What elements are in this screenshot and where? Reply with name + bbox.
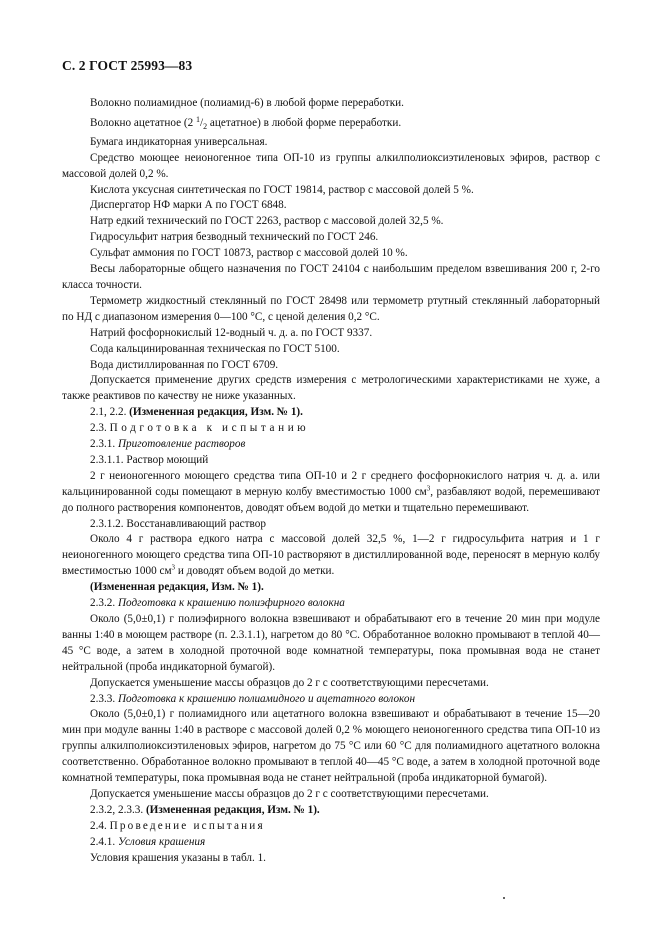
fraction-slash: /	[200, 116, 204, 129]
amendment-note	[62, 803, 600, 819]
page-header: С. 2 ГОСТ 25993—83	[62, 58, 193, 73]
paragraph: Средство моющее неионогенное типа ОП-10 из группы алкилполиоксиэтиленовых эфиров, раствор с массовой долей 0,2 %.	[62, 151, 600, 180]
paragraph: Диспергатор НФ марки А по ГОСТ 6848.	[90, 199, 287, 212]
fraction-denominator: 2	[203, 121, 208, 131]
section-title: Проведение испытания	[109, 819, 265, 832]
subsection-title: Приготовление растворов	[117, 438, 246, 451]
fraction-numerator: 1	[196, 114, 201, 124]
paragraph: Около (5,0±0,1) г полиэфирного волокна взвешивают и обрабатывают его в течение 20 мин при модуле ванны 1:40 в моющем растворе (п. 2.3.1.1), нагретом до 80 °С. Обработанное волокно промывают в теплой 40—45 °С воде, а затем в холодной проточной воде комнатной температуры, пока промывная вода не станет нейтральной (проба индикаторной бумагой).	[62, 613, 600, 673]
text: ацетатное) в любой форме переработки.	[207, 116, 402, 129]
clause-number: 2.3.3.	[90, 692, 118, 705]
paragraph: Гидросульфит натрия безводный технический по ГОСТ 246.	[90, 231, 379, 244]
clause-number: 2.4.	[90, 819, 110, 832]
clause-number: 2.4.1.	[90, 835, 118, 848]
text: Около 4 г раствора едкого натра с массовой долей 32,5 %, 1—2 г гидросульфита натрия и 1 г неионогенного моющего средства типа ОП-10 растворяют в дистиллированной воде, переносят в мерную колбу вместимостью 1000 см	[62, 533, 600, 578]
amendment-label: (Измененная редакция, Изм. № 1).	[145, 803, 320, 816]
paragraph: Термометр жидкостный стеклянный по ГОСТ 28498 или термометр ртутный стеклянный лабораторный по НД с диапазоном измерения 0—100 °С, с ценой деления 0,2 °С.	[62, 294, 600, 323]
subsection-title: Подготовка к крашению полиамидного и ацетатного волокон	[117, 692, 415, 705]
text: Волокно ацетатное (2	[90, 116, 197, 129]
amendment-label: (Измененная редакция, Изм. № 1).	[129, 406, 303, 419]
paragraph	[62, 112, 600, 135]
scan-dot	[503, 897, 505, 899]
paragraph: Вода дистиллированная по ГОСТ 6709.	[90, 358, 279, 371]
paragraph: Допускается применение других средств измерения с метрологическими характеристиками не хуже, а также реактивов по качеству не ниже указанных.	[62, 374, 600, 403]
paragraph: Условия крашения указаны в табл. 1.	[90, 851, 266, 864]
clause-number: 2.1, 2.2.	[90, 406, 130, 419]
document-body	[62, 96, 600, 867]
paragraph: Около (5,0±0,1) г полиамидного или ацетатного волокна взвешивают и обрабатывают в течение 15—20 мин при модуле ванны 1:40 в растворе с массовой долей 0,2 % моющего неионогенного средства типа ОП-10 из группы алкилполиоксиэтиленовых эфиров, нагретом до 75 °С или 60 °С для полиамидного ацетатного волокна соответственно. Обработанное волокно промывают в теплой 40—45 °С воде, а затем в холодной проточной воде комнатной температуры, пока промывная вода не станет нейтральной (проба индикаторной бумагой).	[62, 708, 600, 785]
paragraph: Бумага индикаторная универсальная.	[90, 135, 268, 148]
paragraph: Сульфат аммония по ГОСТ 10873, раствор с массовой долей 10 %.	[90, 247, 408, 260]
paragraph: 2.3.1.1. Раствор моющий	[90, 453, 209, 466]
paragraph: Натр едкий технический по ГОСТ 2263, раствор с массовой долей 32,5 %.	[90, 215, 444, 228]
clause-number: 2.3.	[90, 422, 110, 435]
paragraph	[62, 532, 600, 580]
paragraph: Натрий фосфорнокислый 12-водный ч. д. а. по ГОСТ 9337.	[90, 326, 373, 339]
clause-number: 2.3.1.	[90, 438, 118, 451]
clause-number: 2.3.2.	[90, 597, 118, 610]
subsection-heading	[62, 437, 600, 453]
subsection-title: Подготовка к крашению полиэфирного волокна	[117, 597, 345, 610]
section-title: Подготовка к испытанию	[109, 422, 310, 435]
amendment-note	[62, 405, 600, 421]
amendment-note: (Измененная редакция, Изм. № 1).	[90, 581, 264, 594]
paragraph: Допускается уменьшение массы образцов до 2 г с соответствующими пересчетами.	[90, 787, 489, 800]
text: , разбавляют водой, перемешивают до полного растворения компонентов, доводят объем водой до метки и тщательно перемешивают.	[62, 485, 600, 514]
subsection-heading	[62, 596, 600, 612]
paragraph: Весы лабораторные общего назначения по ГОСТ 24104 с наибольшим пределом взвешивания 200 г, 2-го класса точности.	[62, 263, 600, 291]
clause-number: 2.3.2, 2.3.3.	[90, 803, 146, 816]
text: и доводят объем водой до метки.	[175, 565, 335, 578]
section-heading	[62, 421, 600, 437]
superscript: 3	[171, 563, 176, 572]
paragraph: Кислота уксусная синтетическая по ГОСТ 19814, раствор с массовой долей 5 %.	[90, 183, 474, 196]
section-heading	[62, 819, 600, 835]
superscript: 3	[426, 484, 431, 493]
subsection-heading	[62, 835, 600, 851]
paragraph: Волокно полиамидное (полиамид-6) в любой форме переработки.	[90, 97, 404, 109]
paragraph: Сода кальцинированная техническая по ГОСТ 5100.	[90, 342, 340, 355]
paragraph: Допускается уменьшение массы образцов до 2 г с соответствующими пересчетами.	[90, 676, 489, 689]
paragraph: 2.3.1.2. Восстанавливающий раствор	[90, 517, 266, 530]
paragraph	[62, 469, 600, 517]
subsection-title: Условия крашения	[117, 835, 206, 848]
subsection-heading	[62, 692, 600, 708]
text: 2 г неионогенного моющего средства типа ОП-10 и 2 г среднего фосфорнокислого натрия ч. д. а. или кальцинированной соды помещают в мерную колбу вместимостью 1000 см	[62, 469, 600, 498]
